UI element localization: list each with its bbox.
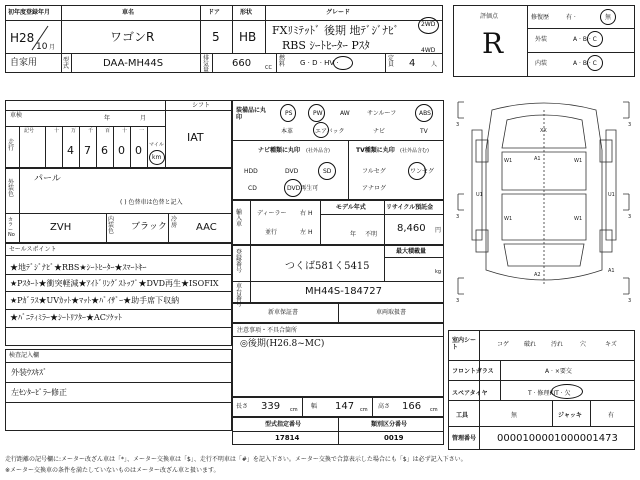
- digit-header: 十: [54, 128, 60, 134]
- displacement: 660: [232, 58, 252, 69]
- navi-sd-circle: [318, 162, 336, 180]
- mgmt-number: 0000100001000001473: [497, 433, 618, 444]
- exterior-grade-label: 外装: [535, 36, 548, 43]
- import-dealer: ディーラー: [257, 210, 287, 217]
- svg-text:3: 3: [456, 214, 460, 220]
- navi-dvd-play-circle: [284, 179, 302, 197]
- seat-hole: 穴: [580, 341, 587, 348]
- color-no-label: カラーNo: [8, 217, 15, 238]
- max-load-unit: kg: [435, 269, 442, 275]
- shift-label: シフト: [192, 102, 211, 109]
- equip-navi: ナビ: [373, 128, 386, 135]
- seat-burn: コゲ: [497, 341, 510, 348]
- inspector-label: 検査記入欄: [9, 352, 40, 359]
- svg-text:W1: W1: [504, 216, 513, 222]
- svg-text:A1: A1: [608, 268, 615, 274]
- equip-ps: PS: [285, 110, 293, 117]
- sales-points-label: セールスポイント: [9, 246, 57, 253]
- digit-header: 十: [122, 128, 128, 134]
- capacity: 4: [409, 58, 416, 69]
- mileage-digit: 4: [67, 144, 74, 157]
- fuel-hv-circle: [333, 56, 353, 70]
- repair-options: 有 ·: [566, 14, 576, 21]
- digit-header: 千: [88, 128, 94, 134]
- fuel-options: G · D · HV ·: [300, 59, 339, 67]
- equip-abs-circle: [415, 104, 433, 122]
- equip-airbag: エアバック: [315, 128, 345, 135]
- interior-color: ブラック: [131, 222, 167, 232]
- door-label: ドア: [208, 9, 220, 16]
- handle-right: 右: [300, 210, 307, 217]
- tools-value: 無: [511, 412, 518, 419]
- tools-label: 工具: [456, 412, 469, 419]
- notes-label: 注意事項・不具合箇所: [237, 327, 298, 334]
- navi-dvd: DVD: [285, 168, 299, 175]
- height-value: 166: [402, 401, 422, 412]
- equipment-label: 装備品に丸印: [236, 107, 267, 121]
- repair-label: 修復歴: [531, 14, 550, 21]
- import-parallel: 並行: [265, 229, 278, 236]
- chassis-number: MH44S-184727: [305, 286, 383, 297]
- handle-left-h: H: [308, 229, 313, 236]
- digit-header: 百: [105, 128, 111, 134]
- width-label: 幅: [311, 403, 318, 410]
- svg-text:3: 3: [628, 214, 632, 220]
- units-label: 記号: [24, 128, 35, 134]
- color-no: ZVH: [50, 222, 72, 233]
- svg-text:U1: U1: [608, 192, 615, 198]
- equip-aw: AW: [340, 110, 350, 117]
- windshield-label: フロントガラス: [452, 368, 494, 375]
- mileage-label: 走行: [8, 139, 15, 152]
- sales-point-line: ★Pｽﾀｰﾄ★衝突軽減★ｱｲﾄﾞﾘﾝｸﾞｽﾄｯﾌﾟ★DVD再生★ISOFIX: [10, 279, 219, 288]
- interior-seat-label: 室内シート: [452, 337, 477, 352]
- handle-right-h: H: [308, 210, 313, 217]
- exterior-color-label: 外装色: [8, 179, 15, 198]
- sales-point-line: ★Pｶﾞﾗｽ★UVｶｯﾄ★ﾏｯﾄ★ﾊﾞｲｻﾞｰ★助手席下収納: [10, 296, 180, 305]
- plate-label: 登録番号: [236, 249, 243, 274]
- notes-box: [232, 323, 444, 397]
- first-reg-label: 初年度登録年月: [8, 9, 51, 16]
- jack-value: 有: [608, 412, 615, 419]
- interior-b-circle: [587, 55, 603, 71]
- width-value: 147: [335, 401, 355, 412]
- svg-text:W1: W1: [574, 216, 583, 222]
- new-warranty: 新車保証書: [268, 309, 299, 316]
- digit-header: 一: [139, 128, 145, 134]
- car-name-label: 車名: [122, 9, 135, 16]
- ac-label: 冷房: [171, 216, 178, 229]
- tv-oneseg: ワンセグ: [410, 168, 435, 175]
- equip-abs: ABS: [419, 110, 431, 117]
- mileage-digit: 7: [84, 144, 91, 157]
- plate-number: つくば581く5415: [285, 261, 370, 272]
- length-value: 339: [261, 401, 281, 412]
- equip-sunroof: サンルーフ: [367, 110, 397, 117]
- mgmt-label: 管理番号: [452, 435, 477, 442]
- svg-text:3: 3: [456, 298, 460, 304]
- tv-type-label: TV種類に丸印: [356, 147, 395, 154]
- sales-point-line: ★地ﾃﾞｼﾞﾅﾋﾞ★RBS★ｼｰﾄﾋｰﾀｰ★ｽﾏｰﾄｷｰ: [10, 263, 147, 272]
- handle-left: 左: [300, 229, 307, 236]
- km-unit: km: [152, 154, 162, 161]
- inspection-year: 年: [104, 115, 111, 122]
- equip-airbag-circle: [313, 122, 329, 138]
- import-label: 輸入車: [236, 209, 243, 228]
- svg-text:W1: W1: [574, 158, 583, 164]
- svg-text:U1: U1: [476, 192, 483, 198]
- footer-note-2: ※メーター交換車の条件を満たしていないものはメーター改ざん車と扱います。: [5, 467, 220, 474]
- tv-analog: アナログ: [362, 185, 387, 192]
- inspector-line: 外装ｳｽｷｽﾞ: [11, 368, 47, 377]
- jack-label: ジャッキ: [558, 412, 582, 419]
- svg-text:A2: A2: [534, 272, 541, 278]
- equip-leather: 本革: [281, 128, 294, 135]
- reg-era: H28: [10, 31, 35, 45]
- shape-label: 形状: [240, 9, 253, 16]
- seat-scratch: キズ: [605, 341, 617, 348]
- spare-tire-options: T · 修理KIT · 欠: [528, 390, 571, 397]
- equip-ps-circle: [280, 104, 296, 122]
- grade-line-2: RBS ｼｰﾄﾋｰﾀｰ Pｽﾀ: [282, 39, 370, 52]
- km-circle: [149, 150, 165, 165]
- spare-tire-label: スペアタイヤ: [452, 390, 488, 397]
- model-year-year: 年: [350, 231, 357, 238]
- mileage-digit: 6: [101, 144, 108, 157]
- recycle-amount: 8,460: [397, 223, 426, 234]
- drive-2wd: 2WD: [421, 21, 436, 28]
- capacity-unit: 人: [431, 61, 438, 68]
- type-cert-label: 型式指定番号: [265, 421, 302, 428]
- fuel-label: 燃料: [279, 55, 286, 68]
- exterior-b-circle: [587, 31, 603, 47]
- sales-box: [5, 243, 232, 346]
- grade-line-1: FXﾘﾐﾃｯﾄﾞ 後期 地ﾃﾞｼﾞﾅﾋﾞ: [272, 24, 399, 37]
- recycle-unit: 円: [435, 227, 442, 234]
- ac-value: AAC: [196, 222, 217, 233]
- category-label: 類別区分番号: [371, 421, 408, 428]
- mileage-digit: 0: [135, 144, 142, 157]
- vehicle-manual: 車両取扱書: [376, 309, 407, 316]
- car-name: ワゴンR: [110, 30, 155, 44]
- interior-grade-label: 内装: [535, 60, 548, 67]
- equip-pw-circle: [308, 104, 325, 122]
- capacity-label: 定員: [388, 55, 395, 68]
- model-year-unknown: 不明: [365, 231, 378, 238]
- color-change-note: ( ) 色替車は色替と記入: [120, 199, 183, 206]
- interior-grade-options: A · B · C: [573, 60, 597, 67]
- navi-cd: CD: [248, 185, 257, 192]
- recycle-label: リサイクル預託金: [386, 204, 434, 211]
- navi-sd: SD: [323, 168, 332, 175]
- transmission: IAT: [187, 131, 204, 144]
- seat-dirt: 汚れ: [551, 341, 564, 348]
- body-shape: HB: [239, 30, 257, 44]
- digit-header: 万: [71, 128, 77, 134]
- footer-note-1: 走行距離の記号欄に:メーター改ざん車は「*」、メーター交換車は「$」、走行不明車は「#」を記入下さい。メーター交換で合算表示した場合にも「$」は必ず記入下さい。: [5, 456, 467, 463]
- svg-text:3: 3: [628, 298, 632, 304]
- height-unit: cm: [430, 407, 438, 413]
- seat-tear: 破れ: [524, 341, 537, 348]
- repair-none: 無: [605, 14, 612, 21]
- spare-kit-circle: [551, 384, 583, 399]
- tv-type-note: (社外品含む): [400, 148, 429, 154]
- svg-text:W1: W1: [504, 158, 513, 164]
- model-year-label: モデル年式: [336, 204, 366, 211]
- equip-pw: PW: [313, 110, 323, 117]
- door-count: 5: [212, 30, 220, 44]
- month-suffix: 月: [49, 44, 56, 51]
- navi-type-label: ナビ種類に丸印: [258, 147, 301, 154]
- svg-text:XX: XX: [540, 128, 547, 134]
- length-unit: cm: [290, 407, 298, 413]
- max-load-label: 最大積載量: [396, 248, 427, 255]
- sales-point-line: ★ﾊﾞﾆﾃｨﾐﾗｰ★ｼｰﾄﾘﾌﾀｰ★ACｿｹｯﾄ: [10, 313, 122, 322]
- grade-score: R: [482, 27, 504, 60]
- notes-text: ◎後期(H26.8~MC): [240, 339, 325, 349]
- use-type: 自家用: [10, 58, 38, 68]
- mileage-digit: 0: [118, 144, 125, 157]
- reg-month: 10: [36, 42, 48, 52]
- navi-dvd-play: DVD再生可: [287, 185, 319, 192]
- grade-title-label: 評価点: [480, 13, 499, 20]
- chassis-label: 車台番号: [236, 283, 243, 308]
- cc-unit: CC: [265, 65, 272, 71]
- equip-tv: TV: [420, 128, 428, 135]
- inspection-label: 車検: [10, 112, 23, 119]
- width-unit: cm: [360, 407, 368, 413]
- length-label: 長さ: [236, 403, 249, 410]
- displacement-label: 排気量: [203, 55, 210, 74]
- exterior-color: パール: [34, 174, 61, 184]
- inspector-line: 左ｾﾝﾀｰﾋﾟﾗｰ修正: [11, 388, 67, 397]
- tv-fullseg: フルセグ: [362, 168, 386, 175]
- height-label: 高さ: [378, 403, 391, 410]
- svg-text:3: 3: [456, 122, 460, 128]
- navi-hdd: HDD: [244, 168, 258, 175]
- inspection-month: 月: [140, 115, 147, 122]
- interior-color-label: 内装色: [108, 216, 115, 235]
- drive-4wd: 4WD: [421, 47, 436, 54]
- type-label: 型式: [63, 57, 70, 70]
- grade-label: グレード: [326, 9, 351, 16]
- svg-text:A1: A1: [534, 156, 541, 162]
- tv-oneseg-circle: [408, 162, 426, 180]
- exterior-grade-options: A · B · C: [573, 36, 597, 43]
- svg-text:3: 3: [628, 122, 632, 128]
- model-code: DAA-MH44S: [103, 58, 164, 69]
- navi-type-note: (社外品含): [306, 148, 330, 154]
- car-damage-diagram: [452, 90, 635, 326]
- type-cert-number: 17814: [275, 434, 300, 442]
- category-number: 0019: [384, 434, 404, 442]
- repair-none-circle: [600, 9, 616, 25]
- windshield-options: A · ×要交: [545, 368, 572, 375]
- mile-unit: マイル: [149, 142, 164, 148]
